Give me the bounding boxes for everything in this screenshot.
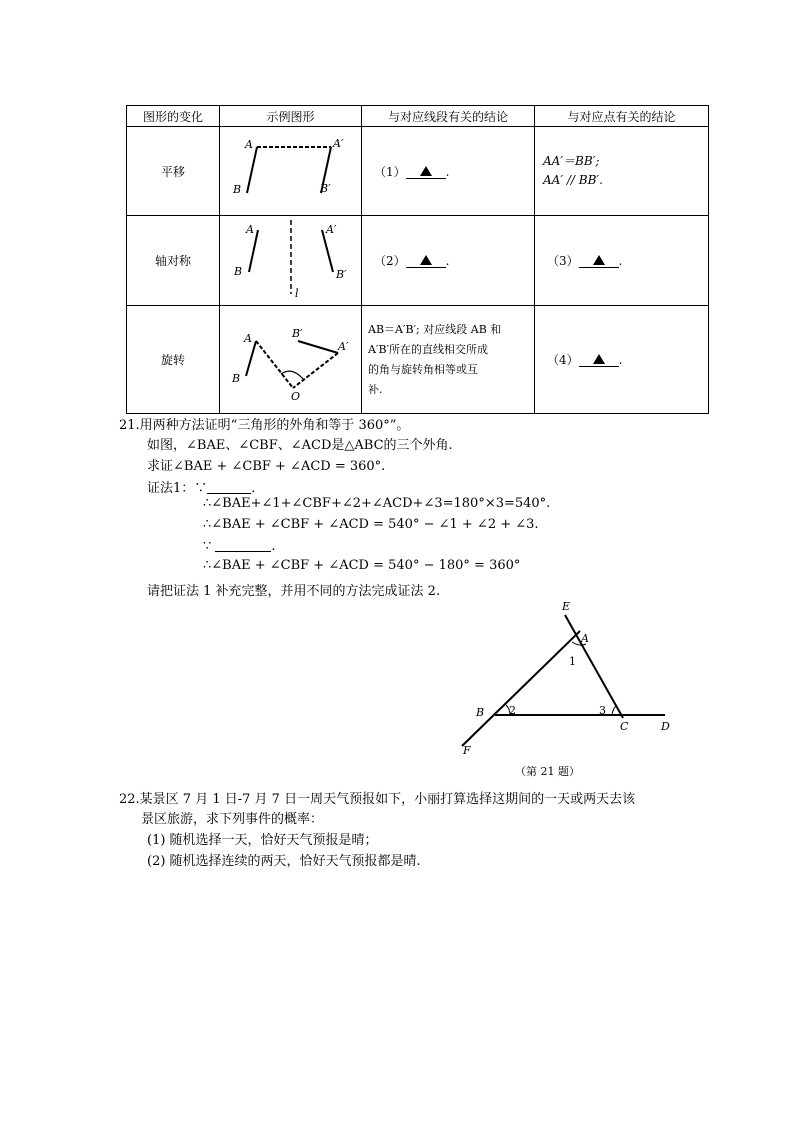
- triangle-marker-icon: [593, 255, 605, 265]
- because-symbol: ∵: [203, 539, 212, 554]
- figure-rotation: [220, 306, 362, 414]
- answer-3-suffix: .: [618, 254, 623, 268]
- label-C: C: [620, 720, 629, 733]
- label-F: F: [463, 744, 471, 757]
- answer-3-blank[interactable]: [579, 253, 619, 268]
- triangle-marker-icon: [593, 354, 605, 364]
- q22-sub-1: (1) 随机选择一天，恰好天气预报是晴；: [147, 833, 378, 848]
- header-segment-conclusion: 与对应线段有关的结论: [362, 106, 535, 127]
- translation-diagram: [220, 127, 361, 211]
- header-point-conclusion: 与对应点有关的结论: [535, 106, 709, 127]
- label-A-prime: A′: [333, 137, 344, 150]
- label-B: B: [234, 265, 243, 278]
- q21-step-4: ∴∠BAE + ∠CBF + ∠ACD = 540° − 180° = 360°: [203, 558, 521, 573]
- table-row-symmetry: [127, 216, 709, 306]
- answer-1-cell: [362, 127, 535, 216]
- label-B: B: [232, 372, 241, 385]
- table-row-translation: [127, 127, 709, 216]
- label-angle-1: 1: [569, 655, 576, 668]
- q21-step-2: ∴∠BAE + ∠CBF + ∠ACD = 540° − ∠1 + ∠2 + ∠3.: [203, 517, 539, 532]
- note-line-4: 补.: [368, 382, 383, 396]
- row-name-translation: 平移: [127, 127, 220, 216]
- triangle-figure-21: [455, 598, 675, 758]
- conclusion-equal: AA′＝BB′;: [543, 154, 600, 168]
- label-O: O: [291, 390, 301, 403]
- label-B: B: [233, 183, 242, 196]
- answer-3-cell: [535, 216, 709, 306]
- figure-21-caption: （第 21 题）: [515, 765, 580, 778]
- answer-2-suffix: .: [445, 254, 450, 268]
- q21-prove: 求证∠BAE + ∠CBF + ∠ACD = 360°.: [147, 459, 386, 474]
- q22-sub-2: (2) 随机选择连续的两天，恰好天气预报都是晴.: [147, 854, 421, 869]
- label-B-prime: B′: [336, 268, 347, 281]
- answer-1-suffix: .: [445, 164, 450, 179]
- note-line-2: A′B′所在的直线相交所成: [368, 342, 489, 356]
- header-example-figure: 示例图形: [220, 106, 362, 127]
- triangle-marker-icon: [420, 255, 432, 265]
- label-D: D: [661, 720, 670, 733]
- label-A-prime: A′: [338, 340, 349, 353]
- row-name-symmetry: 轴对称: [127, 216, 220, 306]
- q21-given: 如图，∠BAE、∠CBF、∠ACD是△ABC的三个外角.: [147, 438, 453, 453]
- answer-2-cell: [362, 216, 535, 306]
- label-angle-2: 2: [509, 704, 516, 717]
- conclusion-parallel: AA′ // BB′.: [543, 173, 603, 187]
- figure-translation: [220, 127, 362, 216]
- label-A: A: [244, 332, 252, 345]
- q21-proof-line-1: 证法1：∵ .: [147, 481, 256, 496]
- transformation-table: [126, 105, 709, 414]
- q21-step-1: ∴∠BAE+∠1+∠CBF+∠2+∠ACD+∠3=180°×3=540°.: [203, 496, 551, 511]
- point-conclusion-translation: [535, 127, 709, 216]
- label-axis-l: l: [295, 287, 299, 300]
- label-B-prime: B′: [292, 327, 303, 340]
- triangle-marker-icon: [420, 166, 432, 176]
- label-angle-3: 3: [599, 704, 606, 717]
- answer-2-prefix: （2）: [374, 254, 406, 268]
- answer-4-prefix: （4）: [547, 353, 579, 367]
- answer-4-suffix: .: [618, 353, 623, 367]
- label-E: E: [562, 600, 571, 613]
- q21-title: 21.用两种方法证明“三角形的外角和等于 360°”。: [119, 418, 410, 433]
- rotation-segment-conclusion: [362, 306, 535, 414]
- label-B-prime: B′: [320, 182, 331, 195]
- answer-2-blank[interactable]: [406, 253, 446, 268]
- answer-1-blank[interactable]: [406, 164, 446, 179]
- label-B: B: [476, 706, 485, 719]
- answer-4-blank[interactable]: [579, 352, 619, 367]
- q22-line-2: 景区旅游，求下列事件的概率：: [141, 812, 324, 827]
- table-row-rotation: [127, 306, 709, 414]
- answer-4-cell: [535, 306, 709, 414]
- q22-line-1: 22.某景区 7 月 1 日-7 月 7 日一周天气预报如下，小丽打算选择这期间的一天或两天去该: [119, 792, 636, 807]
- proof-blank-2[interactable]: [215, 538, 271, 552]
- answer-3-prefix: （3）: [547, 254, 579, 268]
- label-A: A: [246, 223, 254, 236]
- row-name-rotation: 旋转: [127, 306, 220, 414]
- proof-label: 证法1：∵: [147, 481, 208, 496]
- label-A: A: [581, 632, 589, 645]
- proof-blank-1[interactable]: [207, 480, 251, 494]
- label-A-prime: A′: [326, 223, 337, 236]
- q21-instruction: 请把证法 1 补充完整，并用不同的方法完成证法 2.: [147, 584, 441, 599]
- note-line-1: AB＝A′B′; 对应线段 AB 和: [368, 322, 502, 336]
- header-transform: 图形的变化: [127, 106, 220, 127]
- symmetry-diagram: [220, 216, 361, 301]
- rotation-diagram: [220, 306, 361, 409]
- table-header-row: [127, 106, 709, 127]
- answer-1-prefix: （1）: [374, 164, 406, 179]
- label-A: A: [245, 138, 253, 151]
- note-line-3: 的角与旋转角相等或互: [368, 362, 478, 376]
- figure-symmetry: [220, 216, 362, 306]
- q21-step-3: ∵ .: [203, 539, 276, 554]
